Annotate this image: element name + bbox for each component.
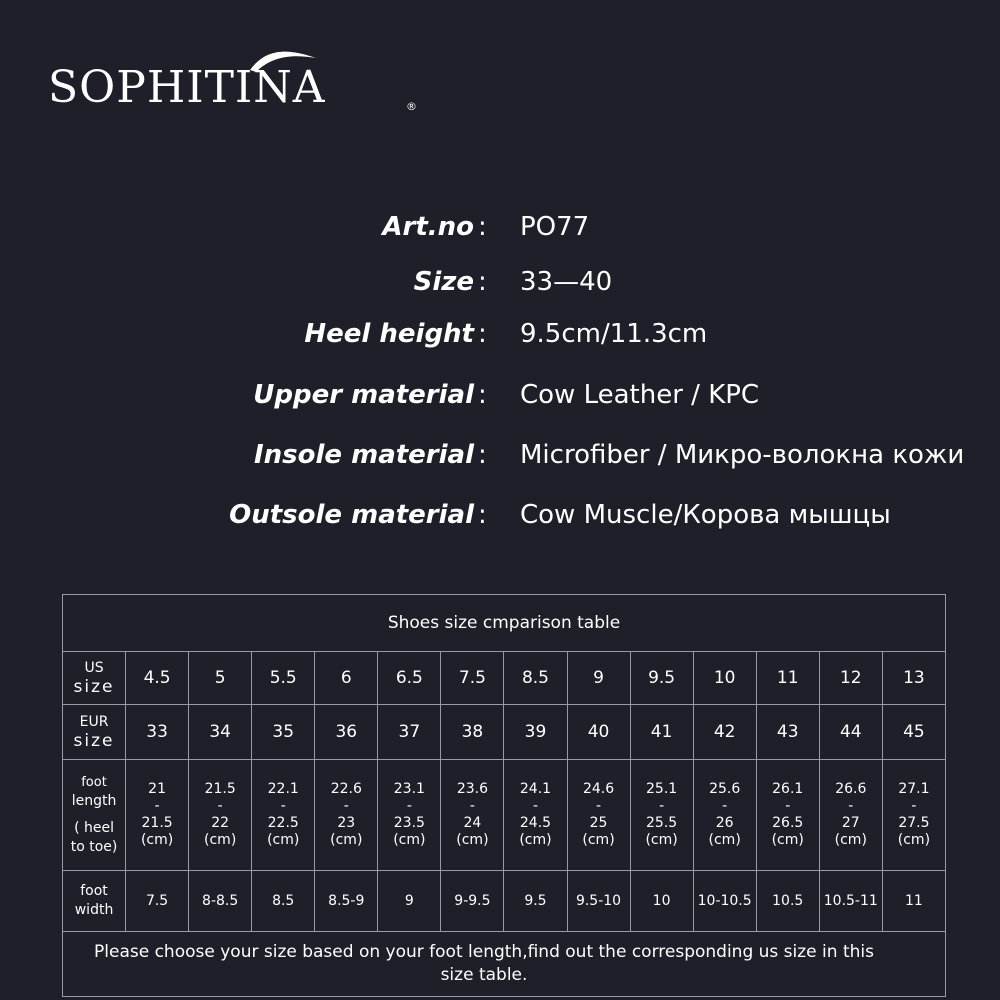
foot-length-cell: [252, 760, 315, 871]
length-unit: (cm): [897, 832, 931, 848]
length-unit: (cm): [204, 832, 237, 848]
foot-length-cell: [189, 760, 252, 871]
length-unit: (cm): [140, 832, 174, 848]
us-size-cell: 6: [315, 652, 378, 705]
length-from: 22.6: [330, 781, 362, 797]
length-unit: (cm): [393, 832, 426, 848]
spec-value: 33—40: [520, 267, 613, 297]
foot-length-cell: [378, 760, 441, 871]
length-to: 27: [841, 815, 860, 831]
length-from: 22.1: [267, 781, 299, 797]
brand-name: SOPHITINA: [48, 62, 326, 113]
header-line: size: [73, 731, 115, 751]
spec-row-outsole-material: [0, 500, 1000, 540]
header-line: size: [73, 677, 115, 697]
spec-label: Outsole material: [229, 500, 474, 530]
length-dash: -: [154, 798, 160, 814]
foot-length-cell: [126, 760, 189, 871]
us-size-cell: 10: [693, 652, 756, 705]
foot-length-cell: [882, 760, 945, 871]
us-size-cell: 5.5: [252, 652, 315, 705]
foot-length-cell: [504, 760, 567, 871]
us-size-cell: 12: [819, 652, 882, 705]
length-to: 25: [589, 815, 608, 831]
foot-width-cell: 9-9.5: [441, 871, 504, 932]
header-line: foot: [81, 775, 107, 790]
spec-colon: :: [478, 500, 487, 530]
foot-length-header: [63, 760, 126, 871]
spec-label: Size: [413, 267, 474, 297]
length-unit: (cm): [330, 832, 363, 848]
foot-width-cell: 9: [378, 871, 441, 932]
us-size-cell: 5: [189, 652, 252, 705]
length-dash: -: [659, 798, 665, 814]
foot-width-cell: 10: [630, 871, 693, 932]
length-dash: -: [280, 798, 286, 814]
spec-label: Art.no: [382, 212, 474, 242]
foot-width-cell: 8.5-9: [315, 871, 378, 932]
header-line: length: [71, 793, 117, 809]
eur-size-row: [63, 705, 946, 760]
length-from: 23.1: [393, 781, 425, 797]
length-dash: -: [532, 798, 538, 814]
eur-size-cell: 37: [378, 705, 441, 760]
foot-width-cell: 7.5: [126, 871, 189, 932]
length-to: 23.5: [393, 815, 425, 831]
foot-width-header: [63, 871, 126, 932]
table-title-row: [63, 595, 946, 652]
length-dash: -: [343, 798, 349, 814]
spec-colon: :: [478, 440, 487, 470]
length-unit: (cm): [582, 832, 615, 848]
foot-length-row: [63, 760, 946, 871]
eur-size-cell: 35: [252, 705, 315, 760]
brand-logo: [48, 40, 417, 120]
foot-width-cell: 11: [882, 871, 945, 932]
length-unit: (cm): [519, 832, 552, 848]
foot-width-cell: 8-8.5: [189, 871, 252, 932]
eur-size-cell: 43: [756, 705, 819, 760]
eur-size-cell: 38: [441, 705, 504, 760]
spec-colon: :: [478, 267, 487, 297]
foot-width-cell: 10-10.5: [693, 871, 756, 932]
eur-size-cell: 45: [882, 705, 945, 760]
us-size-cell: 8.5: [504, 652, 567, 705]
spec-value: PO77: [520, 212, 590, 242]
length-from: 26.1: [772, 781, 804, 797]
length-dash: -: [217, 798, 223, 814]
spec-label: Heel height: [304, 319, 474, 349]
us-size-cell: 11: [756, 652, 819, 705]
spec-label: Insole material: [253, 440, 474, 470]
foot-length-cell: [819, 760, 882, 871]
length-from: 24.1: [519, 781, 552, 797]
eur-size-cell: 41: [630, 705, 693, 760]
length-from: 21.5: [204, 781, 236, 797]
length-unit: (cm): [267, 832, 300, 848]
length-from: 25.6: [709, 781, 741, 797]
eur-size-cell: 34: [189, 705, 252, 760]
spec-value: Cow Leather / KPC: [520, 380, 760, 410]
length-to: 22: [211, 815, 230, 831]
length-from: 25.1: [646, 781, 678, 797]
foot-width-row: [63, 871, 946, 932]
eur-size-cell: 40: [567, 705, 630, 760]
foot-width-cell: 9.5-10: [567, 871, 630, 932]
header-line: US: [84, 660, 104, 676]
spec-row-heel-height: [0, 319, 1000, 359]
eur-size-cell: 39: [504, 705, 567, 760]
length-from: 21: [148, 781, 166, 797]
table-note-row: [63, 932, 946, 997]
foot-width-cell: 10.5: [756, 871, 819, 932]
length-to: 23: [337, 815, 356, 831]
length-to: 22.5: [267, 815, 299, 831]
us-size-cell: 7.5: [441, 652, 504, 705]
length-unit: (cm): [645, 832, 678, 848]
header-line: EUR: [79, 714, 109, 730]
table-title: Shoes size cmparison table: [63, 595, 946, 652]
spec-colon: :: [478, 380, 487, 410]
length-from: 27.1: [898, 781, 930, 797]
us-size-header: [63, 652, 126, 705]
us-size-row: [63, 652, 946, 705]
foot-length-cell: [441, 760, 504, 871]
size-guide-note: Please choose your size based on your foot length,find out the corresponding us size in this size table.: [63, 932, 946, 997]
spec-colon: :: [478, 212, 487, 242]
foot-length-cell: [693, 760, 756, 871]
length-dash: -: [722, 798, 728, 814]
length-unit: (cm): [456, 832, 489, 848]
size-comparison-table: [62, 594, 946, 997]
length-unit: (cm): [834, 832, 867, 848]
us-size-cell: 13: [882, 652, 945, 705]
foot-length-cell: [315, 760, 378, 871]
spec-value: Cow Muscle/Корова мышцы: [520, 500, 891, 530]
foot-width-cell: 8.5: [252, 871, 315, 932]
length-dash: -: [848, 798, 854, 814]
eur-size-cell: 36: [315, 705, 378, 760]
eur-size-cell: 33: [126, 705, 189, 760]
length-to: 21.5: [141, 815, 173, 831]
foot-length-cell: [756, 760, 819, 871]
length-to: 25.5: [646, 815, 678, 831]
length-dash: -: [596, 798, 602, 814]
spec-row-art-no: [0, 212, 1000, 252]
registered-mark: ®: [406, 100, 417, 113]
foot-width-cell: 9.5: [504, 871, 567, 932]
length-to: 27.5: [898, 815, 930, 831]
header-line: to toe): [70, 839, 118, 855]
length-to: 24: [463, 815, 482, 831]
length-to: 26.5: [772, 815, 804, 831]
length-dash: -: [911, 798, 917, 814]
header-line: ( heel: [74, 820, 114, 836]
length-to: 26: [715, 815, 734, 831]
eur-size-header: [63, 705, 126, 760]
spec-row-upper-material: [0, 380, 1000, 420]
length-unit: (cm): [771, 832, 804, 848]
eur-size-cell: 42: [693, 705, 756, 760]
length-from: 23.6: [456, 781, 488, 797]
spec-value: Microfiber / Микро-волокна кожи: [520, 440, 965, 470]
spec-row-insole-material: [0, 440, 1000, 480]
spec-row-size: [0, 267, 1000, 307]
length-to: 24.5: [519, 815, 552, 831]
us-size-cell: 9: [567, 652, 630, 705]
us-size-cell: 6.5: [378, 652, 441, 705]
foot-width-cell: 10.5-11: [819, 871, 882, 932]
us-size-cell: 9.5: [630, 652, 693, 705]
foot-length-cell: [630, 760, 693, 871]
spec-value: 9.5cm/11.3cm: [520, 319, 708, 349]
us-size-cell: 4.5: [126, 652, 189, 705]
length-unit: (cm): [708, 832, 741, 848]
length-from: 24.6: [582, 781, 615, 797]
length-dash: -: [785, 798, 791, 814]
length-dash: -: [406, 798, 412, 814]
eur-size-cell: 44: [819, 705, 882, 760]
foot-length-cell: [567, 760, 630, 871]
header-line: foot: [80, 883, 108, 899]
length-dash: -: [469, 798, 475, 814]
spec-colon: :: [478, 319, 487, 349]
length-from: 26.6: [835, 781, 867, 797]
spec-label: Upper material: [253, 380, 474, 410]
header-line: width: [74, 902, 114, 918]
